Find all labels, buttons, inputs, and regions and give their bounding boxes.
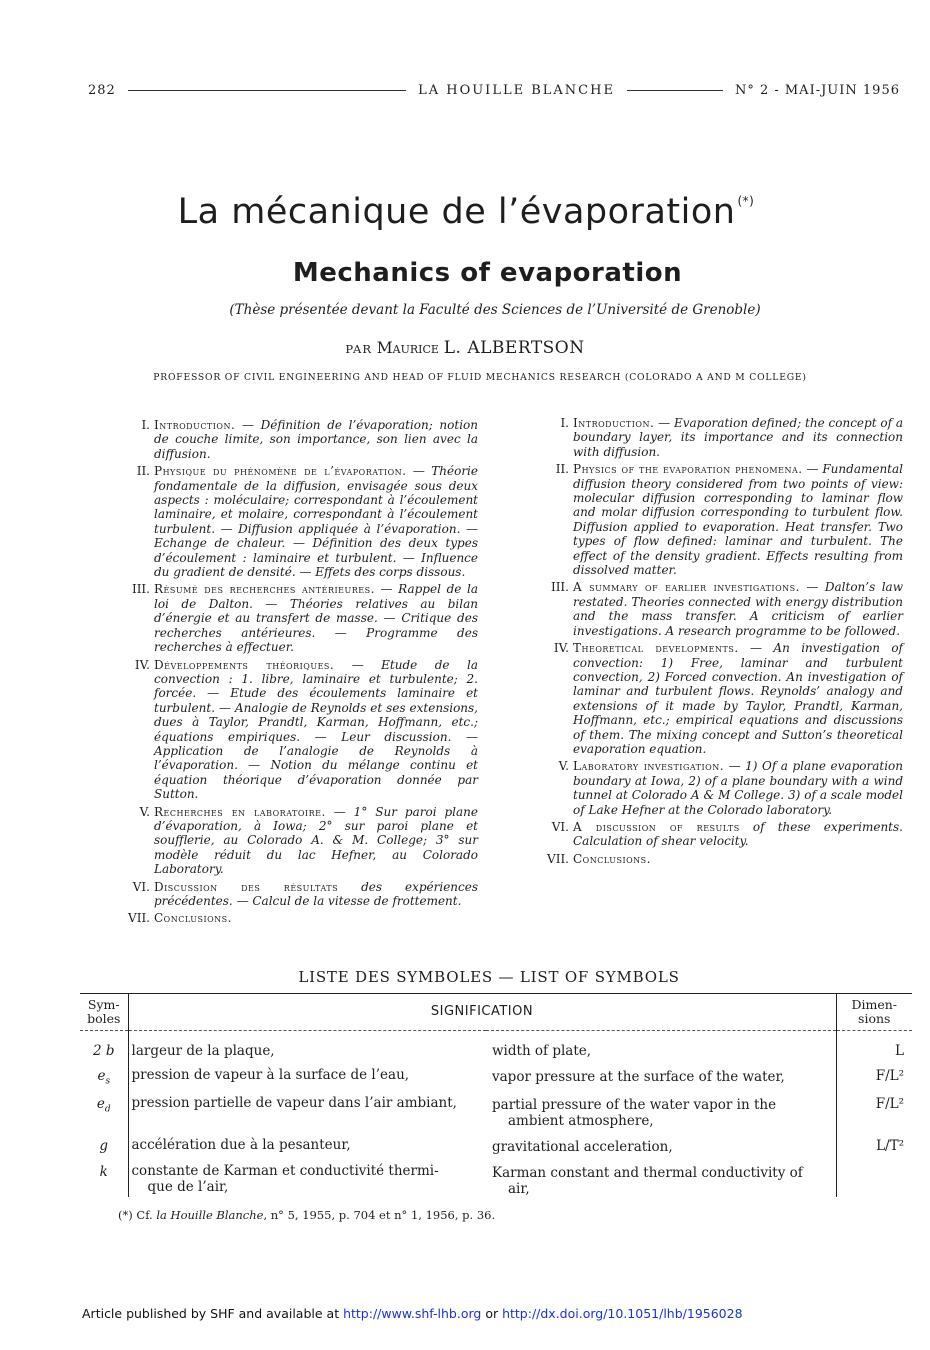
symbol-cell bbox=[80, 1155, 128, 1197]
toc-item bbox=[547, 820, 903, 849]
toc-item-text bbox=[573, 852, 903, 866]
toc-item-body: — Définition de l’évaporation; notion de couche limite, son importance, son lien avec la diffusion. bbox=[154, 418, 478, 461]
toc-item-body: — Evaporation defined; the concept of a boundary layer, its importance and its connection with diffusion. bbox=[573, 416, 903, 459]
dimension-cell bbox=[836, 1087, 912, 1129]
toc-item bbox=[128, 658, 478, 802]
meaning-english-continuation: ambient atmosphere, bbox=[508, 1112, 654, 1129]
meaning-english bbox=[486, 1129, 836, 1155]
toc-item-number: V. bbox=[558, 759, 569, 774]
dimension-cell bbox=[836, 1155, 912, 1197]
toc-item-text bbox=[573, 641, 903, 756]
toc-item-text bbox=[154, 658, 478, 802]
symbol-cell bbox=[80, 1059, 128, 1087]
toc-item-number: I. bbox=[560, 416, 569, 430]
symbol-cell bbox=[80, 1129, 128, 1155]
publisher-notice bbox=[82, 1306, 743, 1321]
toc-item-heading: Physique du phénomène de l’évaporation. bbox=[154, 464, 407, 479]
meaning-french bbox=[128, 1087, 486, 1129]
toc-item bbox=[547, 641, 903, 756]
title-french-text: La mécanique de l’évaporation bbox=[177, 192, 736, 232]
meaning-english-text: Karman constant and thermal conductivity of bbox=[492, 1164, 803, 1181]
journal-name: LA HOUILLE BLANCHE bbox=[418, 82, 615, 98]
symbols-title: LISTE DES SYMBOLES — LIST OF SYMBOLS bbox=[298, 968, 680, 986]
symbol-row bbox=[80, 1059, 912, 1087]
toc-item-heading: Laboratory investigation. bbox=[573, 759, 725, 774]
meaning-french bbox=[128, 1031, 486, 1060]
toc-item-heading: Introduction. bbox=[154, 418, 236, 432]
toc-item bbox=[128, 911, 478, 925]
meaning-english bbox=[486, 1087, 836, 1129]
toc-item-heading: Recherches en laboratoire. bbox=[154, 804, 326, 819]
toc-item-text bbox=[154, 582, 478, 654]
toc-item bbox=[128, 805, 478, 877]
meaning-french bbox=[128, 1129, 486, 1155]
toc-item-heading: Introduction. bbox=[573, 416, 655, 430]
toc-item-body: — 1) Of a plane evaporation boundary at Iowa, 2) of a plane boundary with a wind tunnel at Colorado A & M College. 3) of a scale model of Lake Hefner at the Colorado laboratory. bbox=[573, 759, 903, 817]
symbol-text: 2 b bbox=[92, 1043, 115, 1059]
header-dimensions-text: Dimen- sions bbox=[851, 997, 898, 1026]
toc-item-number: VII. bbox=[128, 911, 150, 926]
toc-item-text bbox=[573, 580, 903, 638]
header-signification: SIGNIFICATION bbox=[128, 994, 836, 1031]
page-number: 282 bbox=[88, 82, 116, 98]
symbol-row bbox=[80, 1129, 912, 1155]
toc-item-text bbox=[573, 416, 903, 459]
meaning-french-text: pression partielle de vapeur dans l’air ambiant, bbox=[131, 1094, 457, 1111]
meaning-french-continuation: que de l’air, bbox=[147, 1178, 229, 1195]
meaning-french bbox=[128, 1059, 486, 1087]
title-english: Mechanics of evaporation bbox=[292, 258, 683, 288]
footnote-text-after: , n° 5, 1955, p. 704 et n° 1, 1956, p. 36. bbox=[263, 1208, 496, 1222]
toc-item-heading: A summary of earlier investigations. bbox=[573, 580, 800, 595]
toc-item-number: IV. bbox=[134, 657, 150, 672]
toc-item-text bbox=[154, 911, 478, 925]
toc-item bbox=[547, 759, 903, 817]
dimension-cell-text: F/L² bbox=[875, 1068, 904, 1084]
header-rule-left bbox=[128, 90, 406, 91]
toc-item-heading: Physics of the evaporation phenomena. bbox=[573, 462, 803, 477]
toc-item-body: — Etude de la convection : 1. libre, laminaire et turbulente; 2. forcée. — Etude des écoulements laminaire et turbulent. — Analogie de Reynolds et ses extensions, dues à Taylor, Prandtl, Karman, Hoffmann, etc.; équations empiriques. — Leur discussion. — Application de l’analogie de Reynolds à l’évaporation. — Notion du mélange continu et équation théorique d’évaporation donnée par Sutton. bbox=[154, 657, 478, 802]
dimension-cell bbox=[836, 1129, 912, 1155]
meaning-english bbox=[486, 1031, 836, 1060]
publisher-or: or bbox=[481, 1306, 503, 1321]
toc-item bbox=[547, 852, 903, 866]
dimension-cell-text: F/L² bbox=[875, 1095, 904, 1112]
running-header bbox=[88, 80, 900, 100]
toc-item-number: II. bbox=[136, 464, 150, 479]
toc-item-body: — 1° Sur paroi plane d’évaporation, à Iowa; 2° sur paroi plane et soufflerie, au Colorado A. & M. College; 3° sur modèle réduit du lac Hefner, au Colorado Laboratory. bbox=[154, 804, 479, 877]
toc-item-text bbox=[154, 880, 478, 909]
meaning-english-text: width of plate, bbox=[492, 1043, 592, 1059]
symbol-text: $e_s$ bbox=[97, 1068, 111, 1087]
toc-item bbox=[128, 582, 478, 654]
meaning-english bbox=[486, 1059, 836, 1087]
header-rule-right bbox=[627, 90, 723, 91]
symbol-row bbox=[80, 1031, 912, 1060]
meaning-french-text: accélération due à la pesanteur, bbox=[131, 1136, 351, 1153]
toc-item-heading: A discussion of results bbox=[573, 819, 740, 834]
toc-item bbox=[128, 418, 478, 461]
symbol-row bbox=[80, 1087, 912, 1129]
symbol-row bbox=[80, 1155, 912, 1197]
title-footnote-marker: (*) bbox=[737, 194, 755, 208]
toc-item bbox=[128, 464, 478, 579]
author-par: PAR bbox=[345, 342, 373, 356]
symbol-text: g bbox=[99, 1137, 109, 1154]
toc-item-body: — Théorie fondamentale de la diffusion, envisagée sous deux aspects : moléculaire; correspondant à l’écoulement laminaire, et molaire, correspondant à l’écoulement turbulent. — Diffusion appliquée à l’évaporation. — Echange de chaleur. — Définition des deux types d’écoulement : laminaire et turbulent. — Influence du gradient de densité. — Effets des corps dissous. bbox=[154, 464, 478, 580]
toc-item-heading: Résumé des recherches antérieures. bbox=[154, 582, 375, 597]
author-first-name: Maurice bbox=[376, 339, 439, 357]
toc-item bbox=[547, 416, 903, 459]
title-french bbox=[0, 192, 930, 232]
issue-label: N° 2 - MAI-JUIN 1956 bbox=[734, 82, 900, 98]
toc-item-body: — Rappel de la loi de Dalton. — Théories relatives au bilan d’énergie et au transfert de masse. — Critique des recherches antérieures. — Programme des recherches à effectuer. bbox=[154, 582, 478, 655]
toc-item-number: VI. bbox=[551, 819, 569, 834]
symbol-cell bbox=[80, 1031, 128, 1060]
toc-item-number: III. bbox=[550, 580, 569, 595]
meaning-english-text: partial pressure of the water vapor in the bbox=[492, 1096, 777, 1113]
toc-item-body: des expériences précédentes. — Calcul de la vitesse de frottement. bbox=[154, 879, 478, 908]
toc-item-body: — An investigation of convection: 1) Free, laminar and turbulent convection, 2) Forced convection. An investigation of laminar and turbulent flows. Reynolds’ analogy and extensions of it made by Taylor, Prandtl, Karman, Hoffmann, etc.; empirical equations and discussions of them. The mixing concept and Sutton’s theoretical evaporation equation. bbox=[573, 641, 903, 756]
footnote-journal: la Houille Blanche bbox=[156, 1208, 264, 1222]
toc-item-number: V. bbox=[139, 804, 150, 819]
toc-item-heading: Développements théoriques. bbox=[154, 657, 335, 672]
toc-item bbox=[547, 462, 903, 577]
thesis-note: (Thèse présentée devant la Faculté des Sciences de l’Université de Grenoble) bbox=[229, 302, 761, 318]
dimension-cell-text: L bbox=[895, 1043, 904, 1059]
toc-item-heading: Theoretical developments. bbox=[573, 641, 739, 656]
footnote bbox=[118, 1208, 495, 1222]
symbols-table bbox=[80, 993, 912, 1197]
dimension-cell bbox=[836, 1031, 912, 1060]
toc-item-number: IV. bbox=[553, 641, 569, 656]
symbol-cell bbox=[80, 1087, 128, 1129]
author-line bbox=[0, 338, 930, 358]
author-last-name: L. ALBERTSON bbox=[443, 338, 585, 358]
toc-item-number: III. bbox=[131, 582, 150, 597]
dimension-cell-text: L/T² bbox=[876, 1137, 904, 1154]
toc-item-body: — Fundamental diffusion theory considered from two points of view: molecular diffusion corresponding to laminar flow and molar diffusion corresponding to turbulent flow. Diffusion applied to evaporation. Heat transfer. Two types of flow defined: laminar and turbulent. The effect of the density gradient. Effects resulting from dissolved matter. bbox=[573, 462, 903, 578]
toc-item-number: I. bbox=[141, 418, 150, 432]
meaning-french-text: constante de Karman et conductivité thermi- bbox=[131, 1162, 439, 1179]
toc-item-text bbox=[154, 805, 478, 877]
toc-item bbox=[128, 880, 478, 909]
toc-item bbox=[547, 580, 903, 638]
meaning-english-text: gravitational acceleration, bbox=[492, 1138, 673, 1155]
toc-item-text bbox=[573, 759, 903, 817]
header-symbols-text: Sym- boles bbox=[87, 997, 121, 1026]
footnote-text-before: Cf. bbox=[132, 1208, 157, 1222]
toc-item-number: VII. bbox=[547, 851, 569, 866]
meaning-french bbox=[128, 1155, 486, 1197]
author-affiliation: PROFESSOR OF CIVIL ENGINEERING AND HEAD OF FLUID MECHANICS RESEARCH (COLORADO A AND M COLLEGE) bbox=[153, 372, 807, 383]
meaning-english-text: vapor pressure at the surface of the water, bbox=[492, 1069, 785, 1085]
toc-english bbox=[547, 416, 903, 869]
symbol-text: k bbox=[99, 1163, 108, 1180]
toc-item-text bbox=[573, 820, 903, 849]
publisher-link-shf[interactable]: http://www.shf-lhb.org bbox=[343, 1306, 482, 1321]
toc-item-heading: Conclusions. bbox=[573, 851, 651, 866]
dimension-cell bbox=[836, 1059, 912, 1087]
publisher-link-doi[interactable]: http://dx.doi.org/10.1051/lhb/1956028 bbox=[502, 1306, 743, 1321]
toc-item-body: of these experiments. Calculation of shear velocity. bbox=[573, 819, 903, 849]
footnote-marker: (*) bbox=[118, 1208, 133, 1222]
toc-item-number: II. bbox=[555, 462, 569, 477]
toc-item-text bbox=[154, 418, 478, 461]
toc-item-text bbox=[154, 464, 478, 579]
toc-item-heading: Conclusions. bbox=[154, 911, 232, 926]
header-symbols bbox=[80, 994, 128, 1031]
toc-item-body: — Dalton’s law restated. Theories connected with energy distribution and the mass transfer. A criticism of earlier investigations. A research programme to be followed. bbox=[573, 580, 903, 638]
toc-item-text bbox=[573, 462, 903, 577]
toc-item-heading: Discussion des résultats bbox=[154, 879, 339, 894]
toc-item-number: VI. bbox=[132, 879, 150, 894]
symbols-header-row bbox=[80, 994, 912, 1031]
header-dimensions bbox=[836, 994, 912, 1031]
toc-french bbox=[128, 418, 478, 929]
meaning-english bbox=[486, 1155, 836, 1197]
symbol-text: $e_d$ bbox=[96, 1095, 111, 1115]
meaning-french-text: largeur de la plaque, bbox=[131, 1043, 275, 1059]
publisher-text: Article published by SHF and available at bbox=[82, 1306, 344, 1321]
meaning-english-continuation: air, bbox=[508, 1180, 530, 1197]
meaning-french-text: pression de vapeur à la surface de l’eau, bbox=[131, 1067, 410, 1083]
